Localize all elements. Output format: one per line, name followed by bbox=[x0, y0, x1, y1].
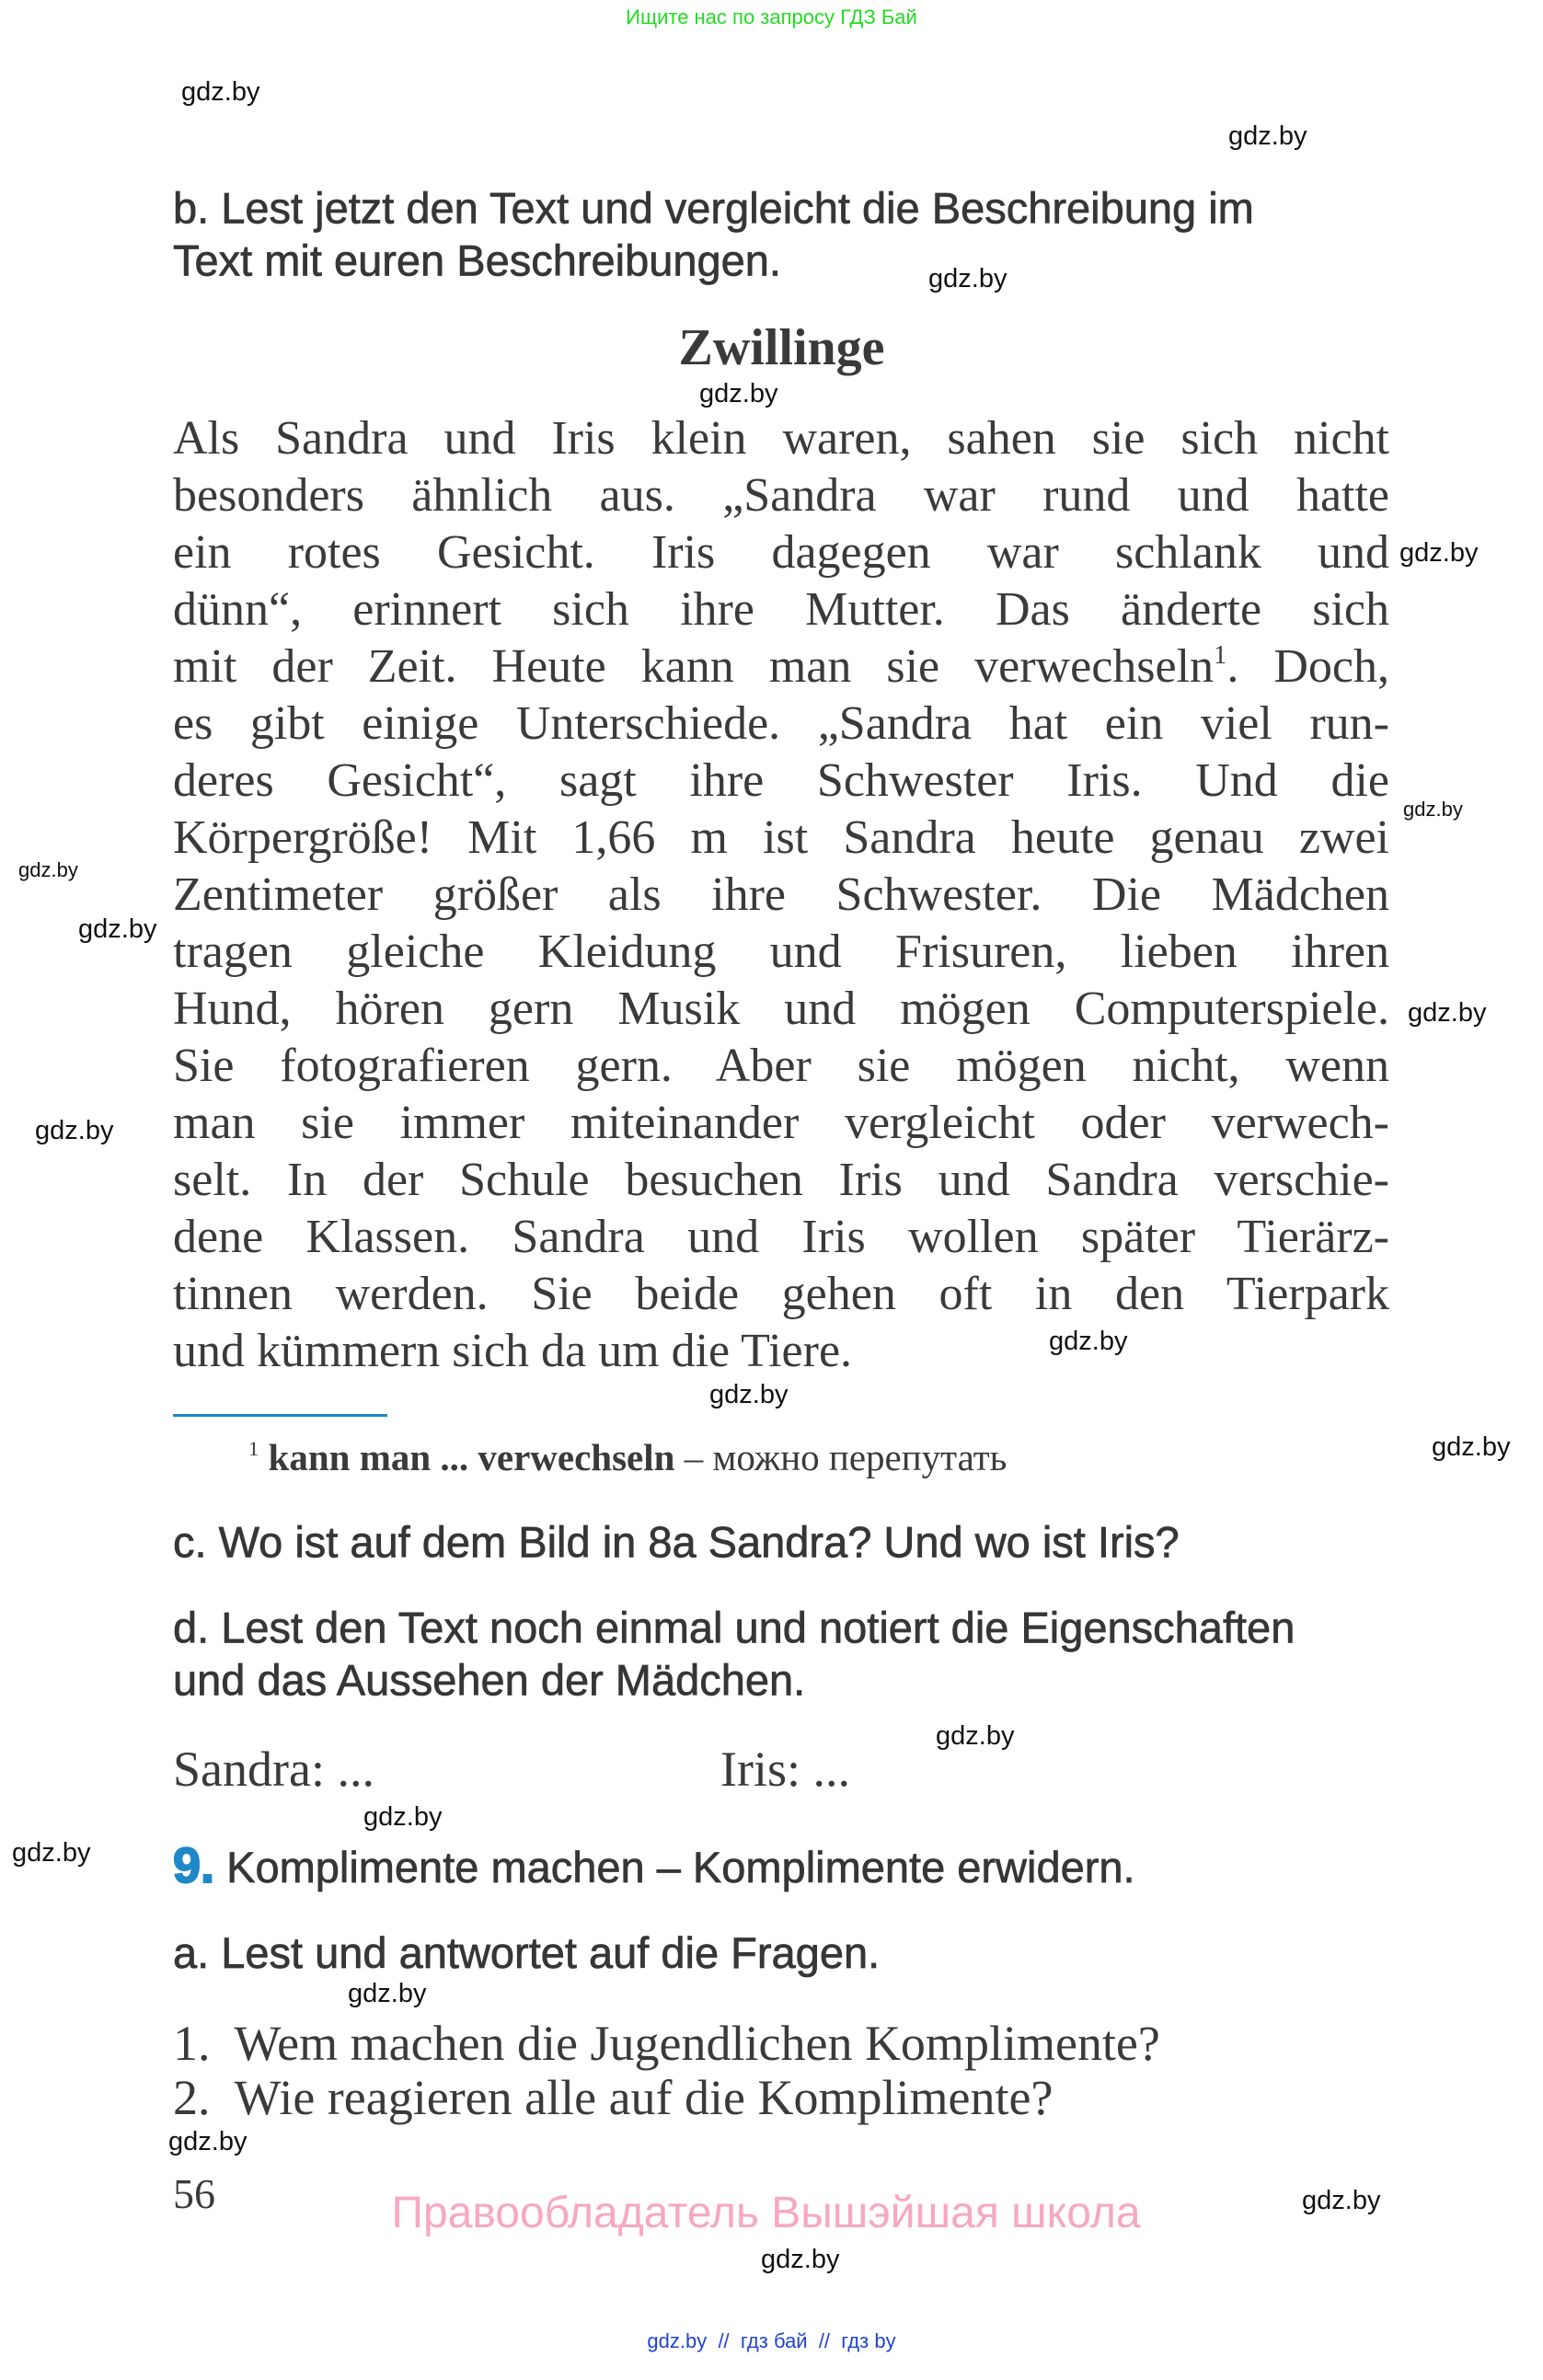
story-line: tinnen werden. Sie beide gehen oft in den Tierpark bbox=[173, 1268, 1389, 1320]
task-c: c. Wo ist auf dem Bild in 8a Sandra? Und wo ist Iris? bbox=[173, 1517, 1180, 1567]
story-line: Sie fotografieren gern. Aber sie mögen nicht, wenn bbox=[173, 1040, 1389, 1092]
watermark: gdz.by bbox=[1228, 121, 1307, 152]
task-b-line: Text mit euren Beschreibungen. bbox=[173, 236, 781, 285]
watermark: gdz.by bbox=[936, 1721, 1015, 1752]
story-line: man sie immer miteinander vergleicht oder verwech- bbox=[173, 1097, 1389, 1149]
story-line: dene Klassen. Sandra und Iris wollen später Tierärz- bbox=[173, 1211, 1389, 1263]
footnote-number: 1 bbox=[248, 1437, 259, 1461]
watermark: gdz.by bbox=[181, 77, 260, 108]
footnote-translation: можно перепутать bbox=[712, 1436, 1008, 1478]
footnote-term: kann man ... verwechseln bbox=[268, 1436, 675, 1478]
page-number: 56 bbox=[173, 2170, 215, 2217]
watermark: gdz.by bbox=[928, 264, 1008, 294]
search-banner[interactable]: Ищите нас по запросу ГДЗ Бай bbox=[626, 6, 917, 29]
story-line: Hund, hören gern Musik und mögen Computerspiele. bbox=[173, 983, 1389, 1035]
story-line: besonders ähnlich aus. „Sandra war rund und hatte bbox=[173, 469, 1389, 522]
story-line-text: mit der Zeit. Heute kann man sie verwechseln bbox=[173, 640, 1215, 693]
watermark: gdz.by bbox=[1302, 2186, 1381, 2216]
watermark: gdz.by bbox=[1408, 998, 1487, 1029]
story-line: ein rotes Gesicht. Iris dagegen war schlank und bbox=[173, 526, 1389, 579]
watermark: gdz.by bbox=[18, 857, 78, 881]
watermark: gdz.by bbox=[1049, 1327, 1128, 1357]
footnote bbox=[248, 1435, 1007, 1479]
watermark: gdz.by bbox=[709, 1380, 789, 1410]
story-title: Zwillinge bbox=[678, 319, 885, 376]
story-line: deres Gesicht“, sagt ihre Schwester Iris. Und die bbox=[173, 754, 1389, 807]
story-line: Als Sandra und Iris klein waren, sahen sie sich nicht bbox=[173, 412, 1389, 465]
watermark: gdz.by bbox=[35, 1116, 114, 1146]
question: 1. Wem machen die Jugendlichen Komplimente? bbox=[173, 2016, 1160, 2071]
task-9a: a. Lest und antwortet auf die Fragen. bbox=[173, 1928, 881, 1977]
exercise-title: Komplimente machen – Komplimente erwidern. bbox=[226, 1843, 1135, 1891]
story-line: und kümmern sich da um die Tiere. bbox=[173, 1325, 853, 1377]
watermark: gdz.by bbox=[12, 1838, 91, 1868]
footnote-dash: – bbox=[674, 1436, 713, 1478]
footnote-rule bbox=[173, 1414, 387, 1417]
task-d-line: d. Lest den Text noch einmal und notiert die Eigenschaften bbox=[173, 1603, 1295, 1652]
footnote-ref[interactable]: 1 bbox=[1214, 640, 1227, 670]
watermark: gdz.by bbox=[1399, 538, 1479, 569]
answer-sandra: Sandra: ... bbox=[173, 1742, 374, 1797]
exercise-9-heading bbox=[173, 1837, 1135, 1894]
exercise-number: 9. bbox=[173, 1838, 215, 1893]
watermark: gdz.by bbox=[168, 2127, 248, 2157]
story-line: es gibt einige Unterschiede. „Sandra hat ein viel run- bbox=[173, 697, 1389, 750]
copyright-notice: Правообладатель Вышэйшая школа bbox=[391, 2189, 1141, 2237]
watermark: gdz.by bbox=[1432, 1432, 1511, 1463]
story-line-text: . Doch, bbox=[1226, 640, 1389, 693]
task-d-line: und das Aussehen der Mädchen. bbox=[173, 1655, 806, 1705]
answer-iris: Iris: ... bbox=[720, 1742, 850, 1797]
watermark: gdz.by bbox=[78, 914, 157, 945]
story-line: Körpergröße! Mit 1,66 m ist Sandra heute genau zwei bbox=[173, 811, 1389, 864]
task-b-line: b. Lest jetzt den Text und vergleicht die Beschreibung im bbox=[173, 183, 1254, 233]
watermark: gdz.by bbox=[348, 1979, 427, 2009]
question: 2. Wie reagieren alle auf die Komplimente? bbox=[173, 2070, 1054, 2125]
story-line: Zentimeter größer als ihre Schwester. Die Mädchen bbox=[173, 868, 1389, 921]
story-line: selt. In der Schule besuchen Iris und Sandra verschie- bbox=[173, 1154, 1389, 1206]
watermark: gdz.by bbox=[699, 379, 778, 409]
watermark: gdz.by bbox=[363, 1802, 443, 1833]
story-line bbox=[173, 640, 1389, 694]
story-line: dünn“, erinnert sich ihre Mutter. Das änderte sich bbox=[173, 583, 1389, 636]
story-line: tragen gleiche Kleidung und Frisuren, lieben ihren bbox=[173, 926, 1389, 978]
watermark: gdz.by bbox=[1403, 797, 1463, 821]
watermark: gdz.by bbox=[761, 2245, 840, 2275]
footer-links[interactable]: gdz.by // гдз бай // гдз by bbox=[647, 2329, 896, 2352]
